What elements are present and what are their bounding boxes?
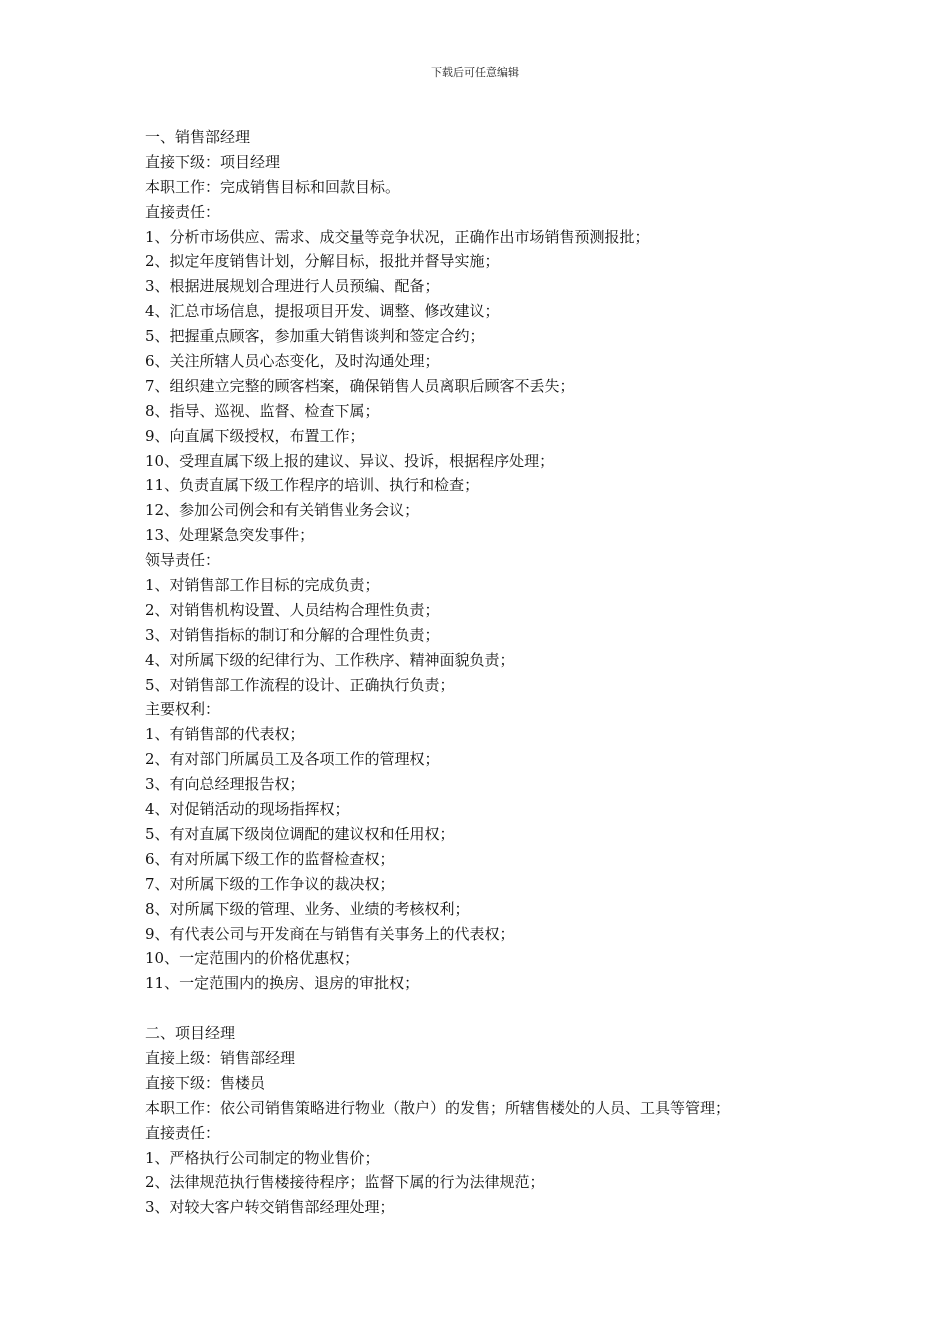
list-item: 2、法律规范执行售楼接待程序；监督下属的行为法律规范； [145, 1173, 545, 1192]
list-item: 3、根据进展规划合理进行人员预编、配备； [145, 277, 440, 296]
list-item: 5、把握重点顾客，参加重大销售谈判和签定合约； [145, 327, 485, 346]
section-title: 一、销售部经理 [145, 128, 251, 146]
list-item: 4、对所属下级的纪律行为、工作秩序、精神面貌负责； [145, 650, 515, 669]
job-line: 本职工作：依公司销售策略进行物业（散户）的发售；所辖售楼处的人员、工具等管理； [145, 1098, 731, 1117]
list-item: 7、组织建立完整的顾客档案，确保销售人员离职后顾客不丢失； [145, 376, 575, 395]
list-item: 9、向直属下级授权，布置工作； [145, 426, 365, 445]
list-item: 4、汇总市场信息，提报项目开发、调整、修改建议； [145, 302, 500, 321]
list-item: 10、一定范围内的价格优惠权； [145, 949, 360, 968]
list-item: 11、负责直属下级工作程序的培训、执行和检查； [145, 476, 480, 495]
list-item: 7、对所属下级的工作争议的裁决权； [145, 874, 395, 893]
list-item: 3、有向总经理报告权； [145, 775, 305, 794]
list-item: 5、对销售部工作流程的设计、正确执行负责； [145, 675, 455, 694]
list-item: 9、有代表公司与开发商在与销售有关事务上的代表权； [145, 924, 515, 943]
job-line: 本职工作：完成销售目标和回款目标。 [145, 177, 401, 196]
list-item: 13、处理紧急突发事件； [145, 526, 315, 545]
main-rights-label: 主要权利： [145, 700, 221, 719]
list-item: 3、对较大客户转交销售部经理处理； [145, 1198, 395, 1217]
direct-responsibility-label: 直接责任： [145, 1123, 221, 1142]
list-item: 6、有对所属下级工作的监督检查权； [145, 849, 395, 868]
direct-responsibility-label: 直接责任： [145, 202, 221, 221]
page-header: 下载后可任意编辑 [431, 66, 519, 79]
list-item: 5、有对直属下级岗位调配的建议权和任用权； [145, 824, 455, 843]
list-item: 8、对所属下级的管理、业务、业绩的考核权利； [145, 899, 470, 918]
list-item: 2、有对部门所属员工及各项工作的管理权； [145, 750, 440, 769]
leadership-responsibility-label: 领导责任： [145, 551, 221, 570]
list-item: 2、拟定年度销售计划，分解目标，报批并督导实施； [145, 252, 500, 271]
document-body [145, 125, 865, 1220]
section-title: 二、项目经理 [145, 1024, 236, 1043]
list-item: 2、对销售机构设置、人员结构合理性负责； [145, 600, 440, 619]
blank-line [145, 996, 865, 1021]
subordinate-line: 直接下级：售楼员 [145, 1073, 266, 1092]
list-item: 11、一定范围内的换房、退房的审批权； [145, 974, 420, 993]
subordinate-line: 直接下级：项目经理 [145, 152, 281, 171]
list-item: 1、分析市场供应、需求、成交量等竞争状况，正确作出市场销售预测报批； [145, 227, 650, 246]
list-item: 12、参加公司例会和有关销售业务会议； [145, 501, 420, 520]
list-item: 8、指导、巡视、监督、检查下属； [145, 401, 380, 420]
list-item: 6、关注所辖人员心态变化，及时沟通处理； [145, 352, 440, 371]
list-item: 1、有销售部的代表权； [145, 725, 305, 744]
list-item: 1、严格执行公司制定的物业售价； [145, 1148, 380, 1167]
list-item: 4、对促销活动的现场指挥权； [145, 800, 350, 819]
list-item: 1、对销售部工作目标的完成负责； [145, 576, 380, 595]
list-item: 10、受理直属下级上报的建议、异议、投诉，根据程序处理； [145, 451, 555, 470]
superior-line: 直接上级：销售部经理 [145, 1048, 296, 1067]
list-item: 3、对销售指标的制订和分解的合理性负责； [145, 625, 440, 644]
